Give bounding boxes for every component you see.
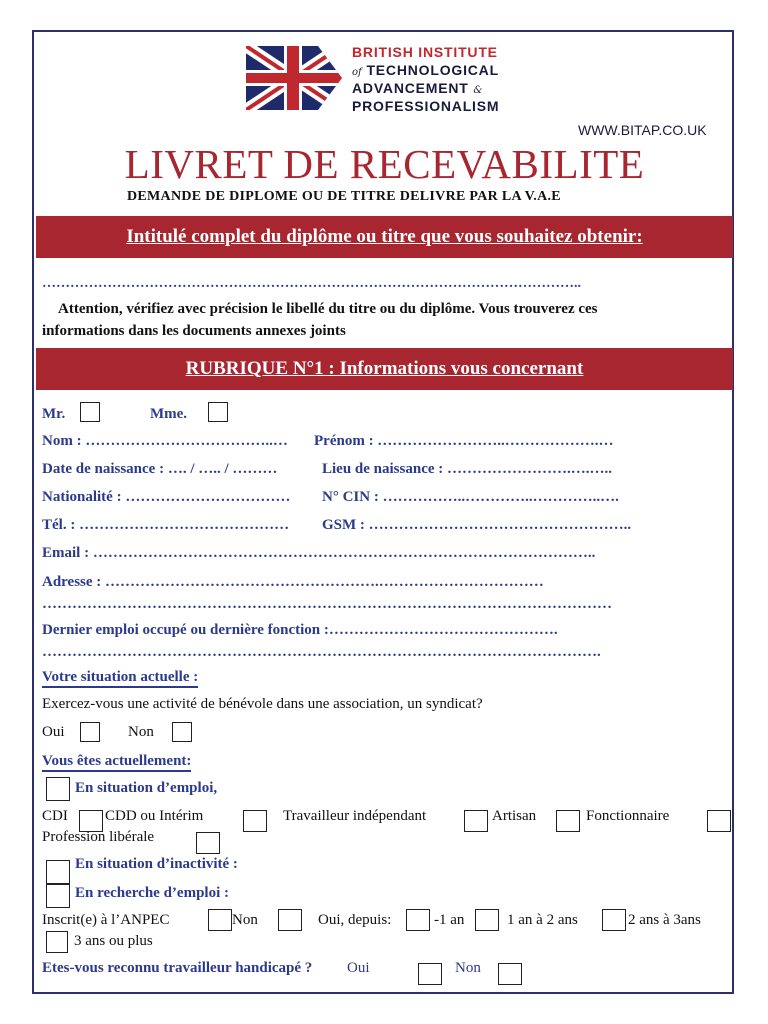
benevole-non-label: Non <box>128 724 154 740</box>
anpec-oui-label: Oui, depuis: <box>318 912 392 928</box>
independant-label: Travailleur indépendant <box>283 808 427 824</box>
moins-1-an-label: -1 an <box>434 912 465 928</box>
2-3-ans-checkbox[interactable] <box>602 909 626 931</box>
logo-line-2 <box>352 62 499 81</box>
gsm-field[interactable]: GSM : …………………………………………….. <box>322 517 632 533</box>
logo-of: of <box>352 67 362 78</box>
actuellement-heading-text: Vous êtes actuellement: <box>42 753 191 772</box>
handicap-oui-label: Oui <box>347 960 370 976</box>
tel-field[interactable]: Tél. : …………………………………… <box>42 517 290 533</box>
emploi-label: En situation d’emploi, <box>75 780 218 796</box>
recherche-checkbox[interactable] <box>46 884 70 908</box>
inactivite-checkbox[interactable] <box>46 860 70 884</box>
mr-label: Mr. <box>42 406 66 422</box>
diploma-title-field[interactable]: …………………………………………………………………………………………………….. <box>42 276 581 291</box>
diploma-title-heading: Intitulé complet du diplôme ou titre que vous souhaitez obtenir: <box>126 226 643 247</box>
website-link[interactable]: WWW.BITAP.CO.UK <box>578 122 707 138</box>
mme-checkbox[interactable] <box>208 402 228 422</box>
dernier-emploi-field-line-2[interactable]: …………………………………………………………………………………………………. <box>42 644 601 660</box>
fonctionnaire-label: Fonctionnaire <box>586 808 670 824</box>
anpec-non-label: Non <box>232 912 258 928</box>
cdd-label: CDD ou Intérim <box>105 808 204 824</box>
dernier-emploi-field[interactable]: Dernier emploi occupé ou dernière fonction :………………………………………. <box>42 622 558 638</box>
1-2-ans-checkbox[interactable] <box>475 909 499 931</box>
cdi-label: CDI <box>42 808 68 824</box>
diploma-title-banner <box>36 216 733 258</box>
benevole-oui-checkbox[interactable] <box>80 722 100 742</box>
mme-label: Mme. <box>150 406 188 422</box>
artisan-label: Artisan <box>492 808 537 824</box>
3-ans-plus-label: 3 ans ou plus <box>74 933 153 949</box>
email-field[interactable]: Email : ……………………………………………………………………………………….. <box>42 545 596 561</box>
moins-1-an-checkbox[interactable] <box>406 909 430 931</box>
adresse-field-line-2[interactable]: …………………………………………………………………………………………………… <box>42 596 612 612</box>
logo-line-3 <box>352 80 482 99</box>
situation-heading <box>42 669 198 686</box>
emploi-checkbox[interactable] <box>46 777 70 801</box>
actuellement-heading <box>42 753 191 770</box>
anpec-label: Inscrit(e) à l’ANPEC <box>42 912 170 928</box>
attention-line-1: Attention, vérifiez avec précision le libellé du titre ou du diplôme. Vous trouverez ces <box>58 301 598 317</box>
handicap-question: Etes-vous reconnu travailleur handicapé ? <box>42 960 313 976</box>
rubrique-1-heading: RUBRIQUE N°1 : Informations vous concernant <box>185 358 584 379</box>
3-ans-plus-checkbox[interactable] <box>46 931 68 953</box>
cdd-checkbox[interactable] <box>243 810 267 832</box>
liberale-label: Profession libérale <box>42 829 155 845</box>
date-naissance-field[interactable]: Date de naissance : …. / ….. / ……… <box>42 461 278 477</box>
attention-line-2: informations dans les documents annexes joints <box>42 323 346 339</box>
cin-field[interactable]: N° CIN : ……………..…………..…………..…. <box>322 489 619 505</box>
2-3-ans-label: 2 ans à 3ans <box>628 912 701 928</box>
benevole-question: Exercez-vous une activité de bénévole dans une association, un syndicat? <box>42 696 483 712</box>
benevole-non-checkbox[interactable] <box>172 722 192 742</box>
logo-line-4: PROFESSIONALISM <box>352 98 500 114</box>
independant-checkbox[interactable] <box>464 810 488 832</box>
lieu-naissance-field[interactable]: Lieu de naissance : …………………….….….. <box>322 461 613 477</box>
logo-ampersand: & <box>473 85 483 96</box>
handicap-oui-checkbox[interactable] <box>418 963 442 985</box>
logo-line-1: BRITISH INSTITUTE <box>352 44 498 60</box>
adresse-field[interactable]: Adresse : ……………………………………………….…………………………… <box>42 574 544 590</box>
recherche-label: En recherche d’emploi : <box>75 885 230 901</box>
logo-advancement: ADVANCEMENT <box>352 80 469 96</box>
prenom-field[interactable]: Prénom : ……………………..……………….… <box>314 433 614 449</box>
handicap-non-label: Non <box>455 960 481 976</box>
rubrique-1-banner <box>36 348 733 390</box>
handicap-non-checkbox[interactable] <box>498 963 522 985</box>
mr-checkbox[interactable] <box>80 402 100 422</box>
1-2-ans-label: 1 an à 2 ans <box>507 912 578 928</box>
inactivite-label: En situation d’inactivité : <box>75 856 238 872</box>
liberale-checkbox[interactable] <box>196 832 220 854</box>
page-title: LIVRET DE RECEVABILITE <box>124 141 645 187</box>
anpec-oui-checkbox[interactable] <box>278 909 302 931</box>
nationalite-field[interactable]: Nationalité : …………………………… <box>42 489 291 505</box>
union-flag-arrow-icon <box>246 46 342 110</box>
artisan-checkbox[interactable] <box>556 810 580 832</box>
benevole-oui-label: Oui <box>42 724 65 740</box>
situation-heading-text: Votre situation actuelle : <box>42 669 198 688</box>
page-subtitle: DEMANDE DE DIPLOME OU DE TITRE DELIVRE PAR LA V.A.E <box>127 189 561 204</box>
fonctionnaire-checkbox[interactable] <box>707 810 731 832</box>
logo-technological: TECHNOLOGICAL <box>366 62 499 78</box>
nom-field[interactable]: Nom : ………………………………..… <box>42 433 288 449</box>
anpec-non-checkbox[interactable] <box>208 909 232 931</box>
